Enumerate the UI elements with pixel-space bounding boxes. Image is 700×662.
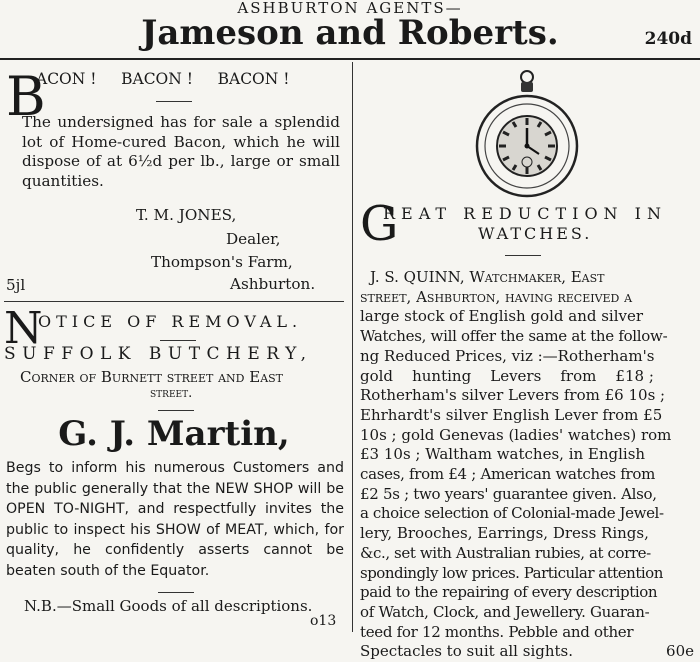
watches-last-line <box>360 642 694 662</box>
watches-line: Rotherham's silver Levers from £6 10s ; <box>360 386 666 405</box>
removal-drop-cap: N <box>4 303 43 354</box>
removal-address-1: Corner of Burnett street and East <box>20 368 284 386</box>
removal-note: N.B.—Small Goods of all descriptions. <box>24 597 313 615</box>
removal-body: Begs to inform his numerous Customers and the public generally that the NEW SHOP will be OPEN TO-NIGHT, and respectfully invites the public to inspect his SHOW of MEAT, which, for quality, he confidently asserts cannot be beaten south of the Equator. <box>6 460 344 579</box>
watches-line: of Watch, Clock, and Jewellery. Guaran- <box>360 602 650 621</box>
watches-line: a choice selection of Colonial-made Jewel- <box>360 504 664 523</box>
removal-headline: OTICE OF REMOVAL. <box>38 312 303 331</box>
watches-line: spondingly low prices. Particular attention <box>360 563 663 582</box>
watches-line: ng Reduced Prices, viz :—Rotherham's <box>360 346 655 365</box>
watches-line: paid to the repairing of every description <box>360 583 658 602</box>
watches-line: Watches, will offer the same at the follow- <box>360 327 668 346</box>
bacon-body: The undersigned has for sale a splendid lot of Home-cured Bacon, which he will dispose of at 6½d per lb., large or small quantities. <box>22 113 340 190</box>
watches-line: teed for 12 months. Pebble and other <box>360 622 634 641</box>
bacon-signature-town: Ashburton. <box>230 275 316 293</box>
removal-headline-rule <box>160 340 196 341</box>
watches-headline-1: REAT REDUCTION IN <box>383 204 667 223</box>
removal-address-rule <box>158 410 194 411</box>
page-number: 240d <box>644 29 692 49</box>
watches-line: lery, Brooches, Earrings, Dress Rings, <box>360 524 649 543</box>
bacon-signature-title: Dealer, <box>226 230 281 248</box>
watches-line: &c., set with Australian rubies, at corre- <box>360 543 651 562</box>
bacon-signature-farm: Thompson's Farm, <box>151 253 293 271</box>
bacon-headline-rule <box>156 101 192 102</box>
watches-line: Ehrhardt's silver English Lever from £5 <box>360 405 663 424</box>
watches-line: large stock of English gold and silver <box>360 307 644 326</box>
bacon-drop-cap: B <box>6 65 46 128</box>
watches-line: 10s ; gold Genevas (ladies' watches) rom <box>360 425 672 444</box>
removal-body-rule <box>158 592 194 593</box>
bacon-signature-name: T. M. JONES, <box>136 206 237 224</box>
removal-advert-code: o13 <box>310 613 337 629</box>
watches-line: £3 10s ; Waltham watches, in English <box>360 445 646 464</box>
bacon-advert-code: 5jl <box>6 276 26 294</box>
watches-line: street, Ashburton, having received a <box>360 287 633 306</box>
bacon-headline: ACON ! BACON ! BACON ! <box>36 70 290 88</box>
firm-name: Jameson and Roberts. <box>141 13 559 53</box>
header-rule <box>0 58 700 60</box>
watches-headline-2: WATCHES. <box>478 224 593 243</box>
watches-line: cases, from £4 ; American watches from <box>360 465 656 484</box>
suffolk-butchery: SUFFOLK BUTCHERY, <box>4 344 313 364</box>
watches-drop-cap: G <box>360 196 399 252</box>
bacon-bottom-rule <box>4 301 344 302</box>
watches-line: Spectacles to suit all sights. <box>360 642 574 661</box>
agents-heading: ASHBURTON AGENTS— <box>237 0 463 17</box>
watches-body <box>360 268 694 662</box>
pocket-watch-icon <box>473 70 581 198</box>
watches-line: £2 5s ; two years' guarantee given. Also, <box>360 484 657 503</box>
removal-address-2: street. <box>150 386 193 401</box>
watches-headline-rule <box>505 255 541 256</box>
column-divider <box>352 62 353 632</box>
watches-line: gold hunting Levers from £18 ; <box>360 366 654 385</box>
watches-line: J. S. QUINN, Watchmaker, East <box>370 268 605 286</box>
watches-advert-code: 60e <box>666 642 694 661</box>
martin-name: G. J. Martin, <box>58 414 290 454</box>
